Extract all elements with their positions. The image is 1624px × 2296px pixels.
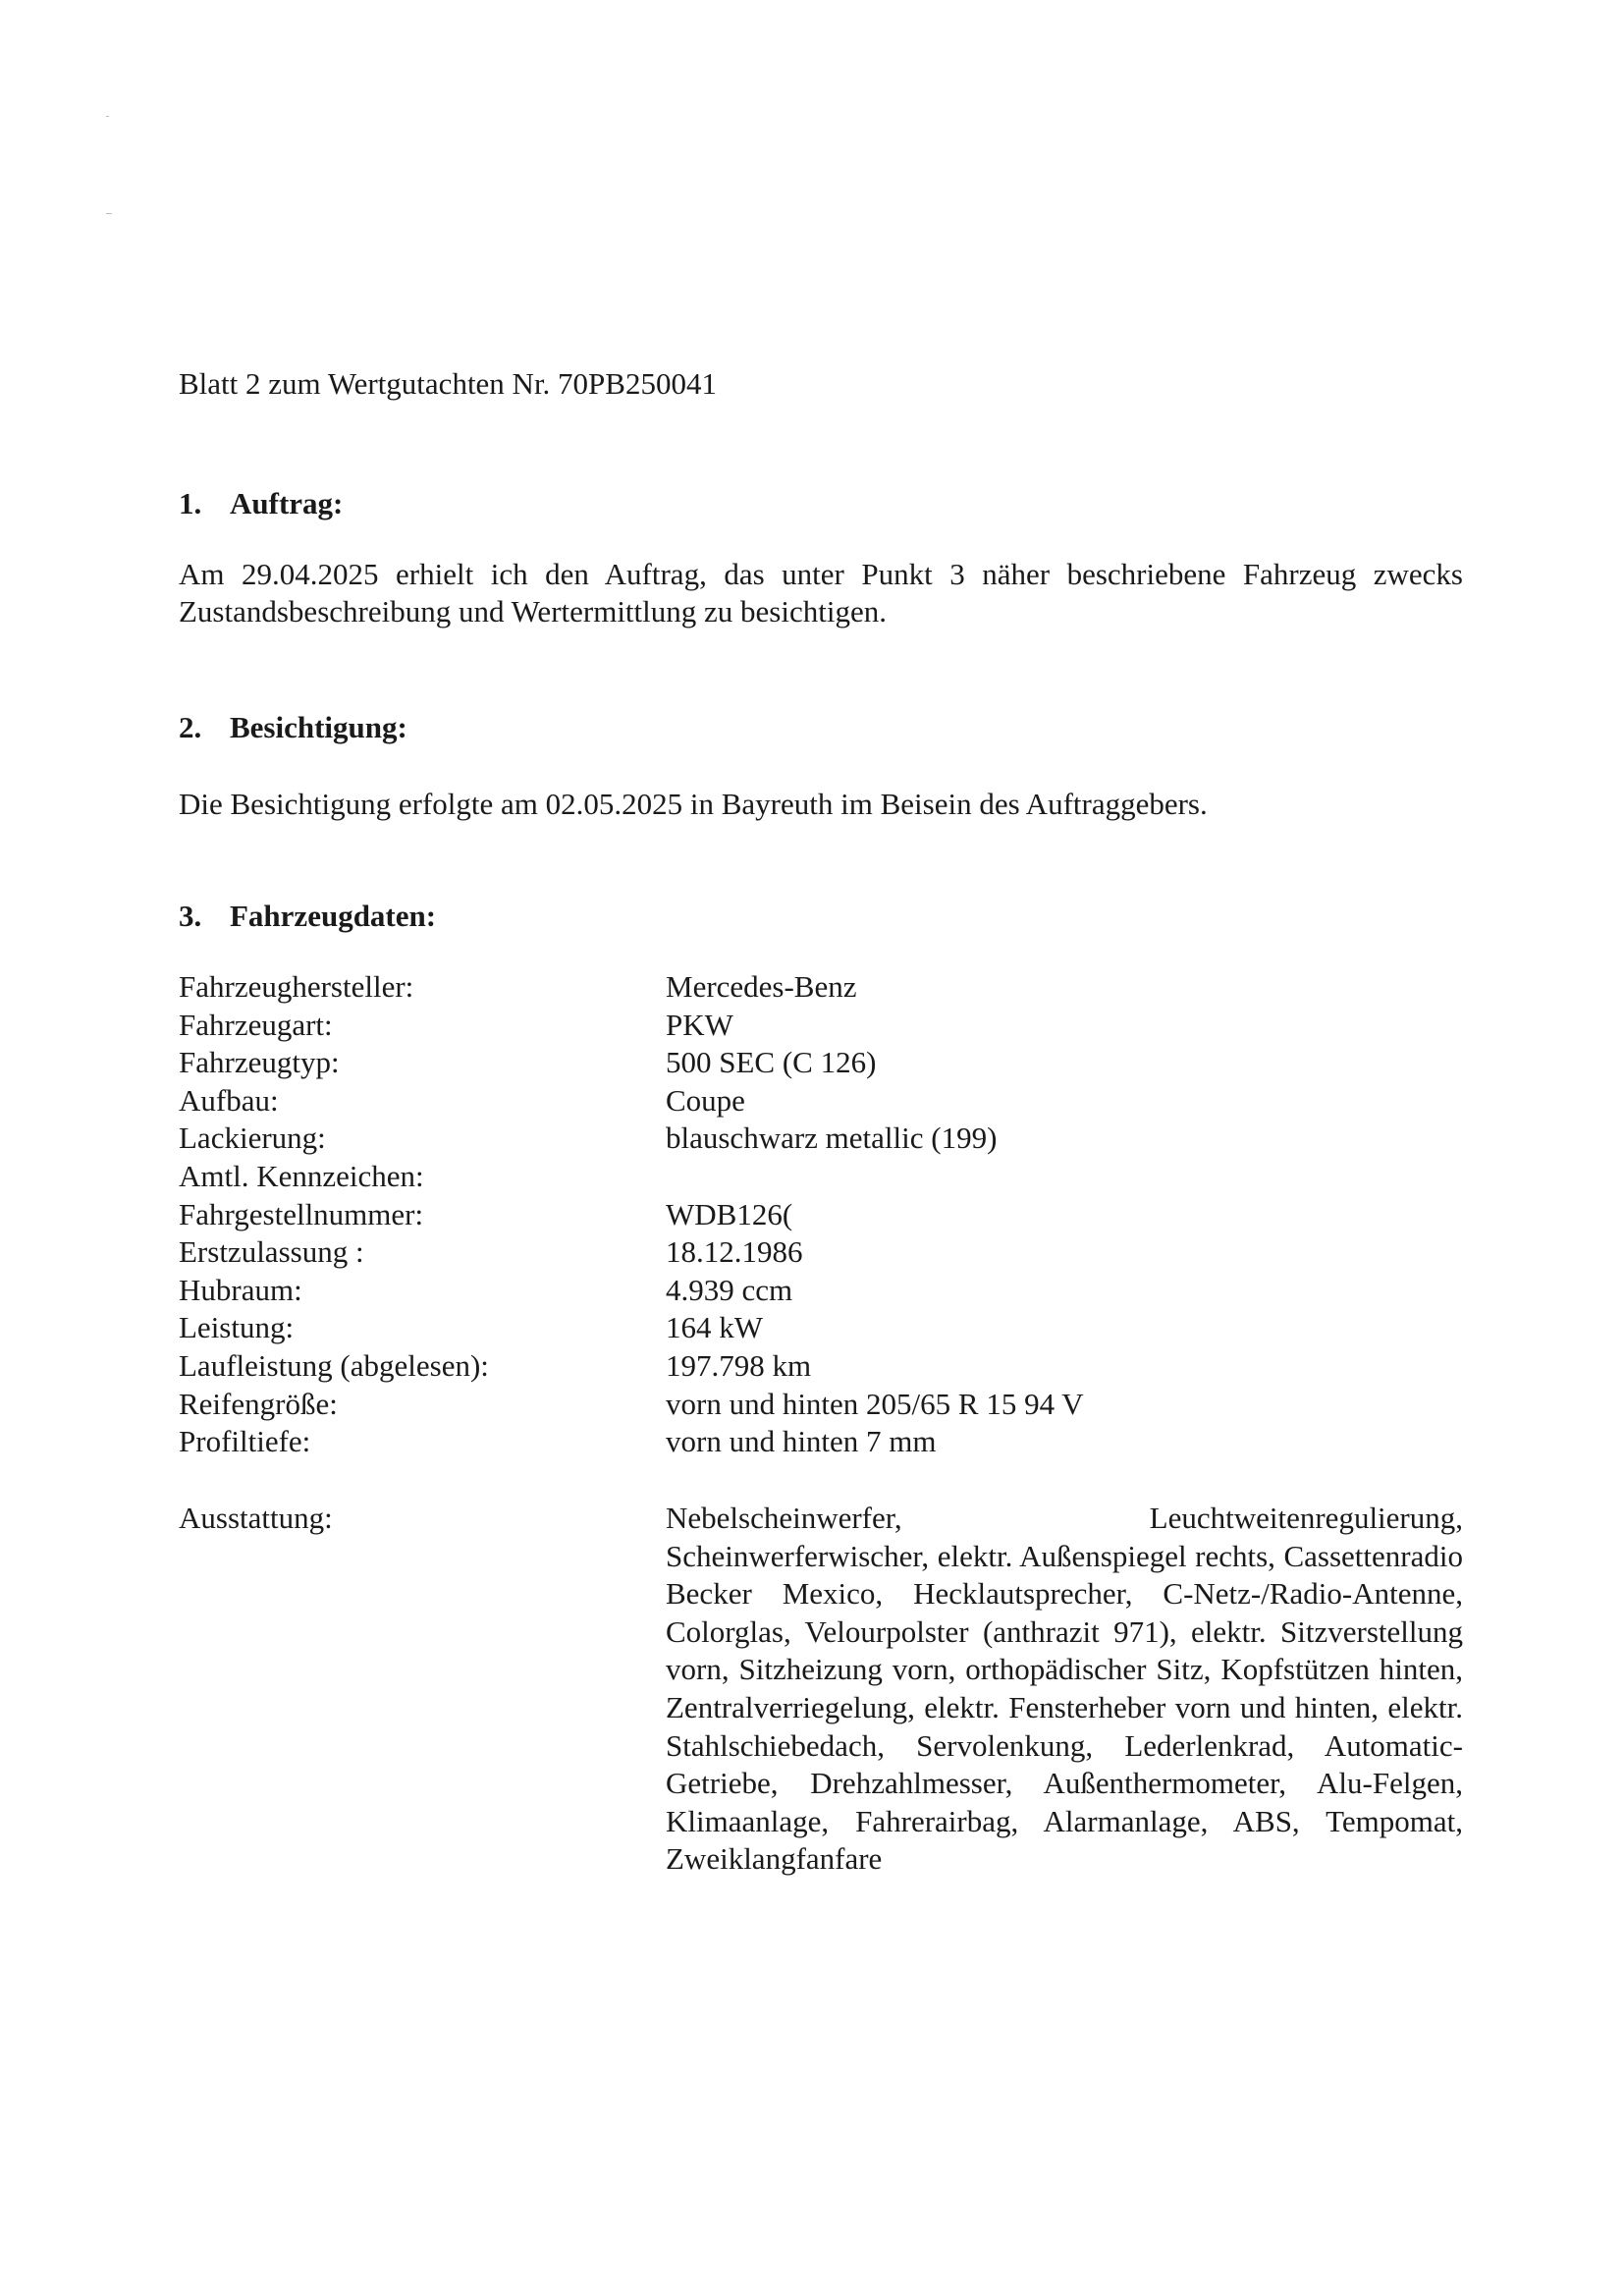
spec-value: 500 SEC (C 126): [666, 1045, 877, 1080]
spec-row-manufacturer: [179, 968, 1465, 1007]
spec-value: blauschwarz metallic (199): [666, 1121, 998, 1156]
spec-value: Coupe: [666, 1082, 745, 1118]
spec-value: 164 kW: [666, 1310, 764, 1345]
spec-row-power: [179, 1309, 1465, 1347]
section-heading-auftrag: [179, 484, 343, 523]
equipment-list: Nebelscheinwerfer, Leuchtweitenregulierung, Scheinwerferwischer, elektr. Außenspiegel rechts, Cassettenradio Becker Mexico, Hecklautsprecher, C-Netz-/Radio-Antenne, Colorglas, Velourpolster (anthrazit 971), elektr. Sitzverstellung vorn, Sitzheizung vorn, orthopädischer Sitz, Kopfstützen hinten, Zentralverriegelung, elektr. Fensterheber vorn und hinten, elektr. Stahlschiebedach, Servolenkung, Lederlenkrad, Automatic-Getriebe, Drehzahlmesser, Außenthermometer, Alu-Felgen, Klimaanlage, Fahrerairbag, Alarmanlage, ABS, Tempomat, Zweiklangfanfare: [666, 1501, 1463, 1877]
scan-speck: [106, 116, 109, 117]
besichtigung-text: Die Besichtigung erfolgte am 02.05.2025 in Bayreuth im Beisein des Auftraggebers.: [179, 787, 1208, 821]
spec-label: Laufleistung (abgelesen):: [179, 1347, 489, 1383]
section-number: 2.: [179, 710, 202, 744]
spec-row-paint: [179, 1120, 1465, 1158]
spec-value: vorn und hinten 7 mm: [666, 1424, 937, 1459]
vehicle-data-table: [179, 968, 1465, 1461]
spec-value: Mercedes-Benz: [666, 969, 857, 1004]
spec-label: Fahrzeugart:: [179, 1007, 333, 1042]
spec-label: Fahrzeughersteller:: [179, 969, 414, 1004]
spec-row-body: [179, 1082, 1465, 1121]
sheet-header: Blatt 2 zum Wertgutachten Nr. 70PB250041: [179, 366, 717, 401]
spec-label: Fahrgestellnummer:: [179, 1196, 424, 1231]
section-heading-fahrzeugdaten: [179, 897, 436, 936]
spec-row-tire-size: [179, 1386, 1465, 1424]
spec-row-license-plate: [179, 1158, 1465, 1196]
spec-label: Leistung:: [179, 1310, 295, 1345]
spec-row-displacement: [179, 1272, 1465, 1310]
section-title: Fahrzeugdaten:: [230, 899, 437, 933]
section-number: 3.: [179, 899, 202, 933]
spec-row-tread-depth: [179, 1423, 1465, 1461]
equipment-block: [179, 1500, 1465, 1879]
spec-value: 4.939 ccm: [666, 1272, 793, 1307]
equipment-label: Ausstattung:: [179, 1501, 333, 1535]
spec-value: WDB126(: [666, 1196, 793, 1231]
spec-row-chassis-number: [179, 1196, 1465, 1234]
spec-label: Fahrzeugtyp:: [179, 1045, 340, 1080]
spec-value: PKW: [666, 1007, 733, 1042]
section-title: Auftrag:: [230, 486, 344, 520]
spec-value: 197.798 km: [666, 1347, 812, 1383]
section-title: Besichtigung:: [230, 710, 407, 744]
spec-row-mileage: [179, 1347, 1465, 1386]
spec-label: Erstzulassung :: [179, 1234, 364, 1270]
spec-row-vehicle-type: [179, 1044, 1465, 1082]
section-heading-besichtigung: [179, 708, 407, 747]
spec-label: Profiltiefe:: [179, 1424, 311, 1459]
scan-speck: [106, 213, 112, 214]
spec-label: Reifengröße:: [179, 1386, 338, 1421]
spec-label: Amtl. Kennzeichen:: [179, 1158, 424, 1193]
spec-row-first-registration: [179, 1233, 1465, 1272]
spec-label: Aufbau:: [179, 1082, 279, 1118]
spec-label: Lackierung:: [179, 1121, 326, 1156]
spec-row-vehicle-class: [179, 1007, 1465, 1045]
auftrag-text: Am 29.04.2025 erhielt ich den Auftrag, das unter Punkt 3 näher beschriebene Fahrzeug zwecks Zustandsbeschreibung und Wertermittlung zu besichtigen.: [179, 557, 1463, 629]
spec-value: vorn und hinten 205/65 R 15 94 V: [666, 1386, 1084, 1421]
spec-label: Hubraum:: [179, 1272, 302, 1307]
section-number: 1.: [179, 486, 202, 520]
spec-value: 18.12.1986: [666, 1234, 803, 1270]
